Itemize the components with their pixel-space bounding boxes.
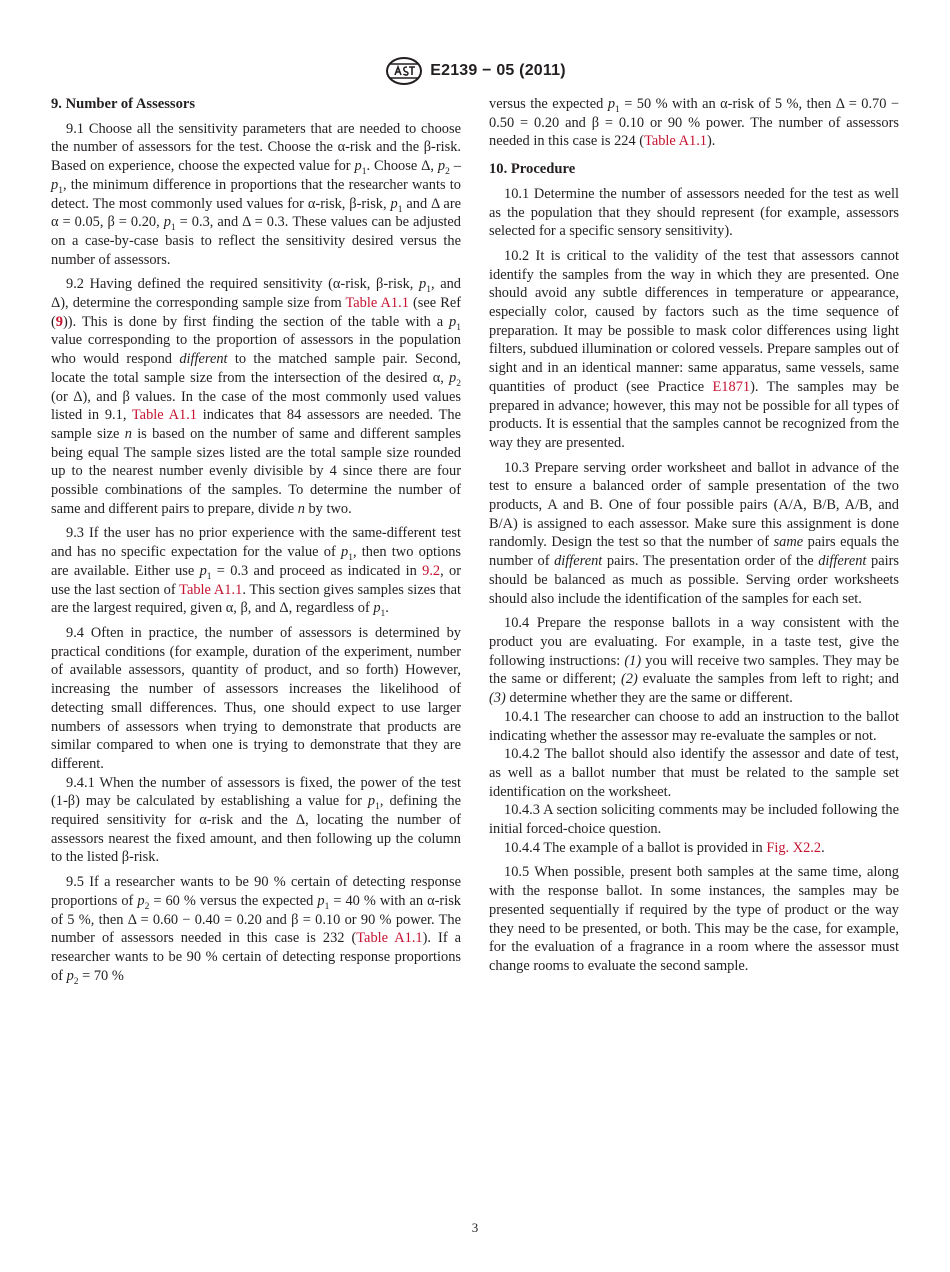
table-a1-1-link[interactable]: Table A1.1 [131, 407, 197, 424]
page-number: 3 [471, 1220, 479, 1235]
paragraph-10-2: 10.2 It is critical to the validity of the test that assessors cannot identify the samples from the way in which they are presented. One should avoid any subtle differences in temperature or appearance, especially color, caused by factors such as the time sequence of preparation. It may be possible to mask color differences using light filters, subdued illumination or colored vessels. Prepare samples out of sight and in an identical manner: same apparatus, same vessels, same quantities of product (see Practice E1871). The samples may be prepared in advance; however, this may not be possible for all types of products. It is essential that the samples cannot be recognized from the way they are presented. [489, 247, 899, 451]
reference-9-link[interactable]: 9 [55, 313, 63, 330]
paragraph-10-4-3: 10.4.3 A section soliciting comments may be included following the initial forced-choice question. [489, 802, 899, 838]
table-a1-1-link[interactable]: Table A1.1 [644, 133, 707, 150]
paragraph-10-1: 10.1 Determine the number of assessors needed for the test as well as the population that they should represent (for example, assessors selected for a specific sensory sensitivity). [489, 185, 899, 240]
paragraph-10-4-2: 10.4.2 The ballot should also identify the assessor and date of test, as well as a ballot number that must be related to the sample set identification on the worksheet. [489, 746, 899, 800]
table-a1-1-link[interactable]: Table A1.1 [356, 930, 423, 947]
paragraph-9-5-continued: versus the expected $p_1 = 50$ % with an α-risk of 5 %, then Δ = 0.70 − 0.50 = 0.20 and β = 0.10 or 90 % power. The number of assessors needed in this case is 224 (Table A1.1). [489, 96, 899, 150]
astm-logo-icon [384, 56, 424, 86]
section-9-heading: 9. Number of Assessors [51, 96, 196, 112]
page-header [0, 56, 950, 86]
fig-x2-2-link[interactable]: Fig. X2.2 [766, 839, 822, 856]
left-column [51, 95, 461, 991]
paragraph-10-5: 10.5 When possible, present both samples at the same time, along with the response ballot. In some instances, the samples may be presented sequentially if required by the type of product or the way they need to be presented, or both. This may be the case, for example, for the evaluation of a fragrance in a room where the assessor must change rooms to evaluate the second sample. [489, 864, 899, 974]
paragraph-9-1: 9.1 Choose all the sensitivity parameters that are needed to choose the number of assessors for the test. Choose the α-risk and the β-risk. Based on experience, choose the expected value for $p_1$. Choose Δ, $p_2 - p_1$, the minimum difference in proportions that the researcher wants to detect. The most commonly used values for α-risk, β-risk, $p_1$ and Δ are α = 0.05, β = 0.20, $p_1 = 0.3$, and Δ = 0.3. These values can be adjusted on a case-by-case basis to reflect the sensitivity desired versus the number of assessors. [51, 120, 462, 268]
section-10-heading: 10. Procedure [489, 161, 576, 178]
table-a1-1-link[interactable]: Table A1.1 [345, 295, 409, 312]
standard-designation: E2139 − 05 (2011) [430, 61, 566, 79]
paragraph-9-3: 9.3 If the user has no prior experience with the same-different test and has no specific expectation for the value of $p_1$, then two options are available. Either use $p_1 = 0.3$ and proceed as indicated in 9.2, or use the last section of Table A1.1. This section gives samples sizes that are the largest required, given α, β, and Δ, regardless of $p_1$. [51, 525, 462, 620]
paragraph-9-4: 9.4 Often in practice, the number of assessors is determined by practical conditions (for example, duration of the experiment, number of available assessors, quantity of product, and so forth) However, increasing the number of assessors increases the likelihood of detecting small differences. Thus, one should expect to use larger numbers of assessors when trying to demonstrate that products are similar compared to when one is trying to demonstrate that they are different. [51, 624, 461, 772]
right-column [489, 95, 899, 982]
practice-e1871-link[interactable]: E1871 [712, 378, 751, 395]
paragraph-10-4: 10.4 Prepare the response ballots in a way consistent with the product you are evaluating. For example, in a taste test, give the following instructions: (1) you will receive two samples. They may be the same or different; (2) evaluate the samples from left to right; and (3) determine whether they are the same or different. [489, 615, 899, 707]
paragraph-9-4-1: 9.4.1 When the number of assessors is fixed, the power of the test (1-β) may be calculated by establishing a value for $p_1$, defining the required sensitivity for α-risk and the Δ, locating the number of assessors nearest the fixed amount, and then following up the column to the listed β-risk. [51, 774, 461, 866]
table-a1-1-link[interactable]: Table A1.1 [179, 581, 243, 598]
paragraph-10-4-1: 10.4.1 The researcher can choose to add an instruction to the ballot indicating whether the assessor may re-evaluate the samples or not. [489, 708, 899, 744]
paragraph-9-5: 9.5 If a researcher wants to be 90 % certain of detecting response proportions of $p_2 = 60$ % versus the expected $p_1 = 40$ % with an α-risk of 5 %, then Δ = 0.60 − 0.40 = 0.20 and β = 0.10 or 90 % power. The number of assessors needed in this case is 232 (Table A1.1). If a researcher wants to be 90 % certain of detecting response proportions of $p_2 = 70$ % [51, 874, 462, 987]
paragraph-9-2: 9.2 Having defined the required sensitivity (α-risk, β-risk, $p_1$, and Δ), determine the corresponding sample size from Table A1.1 (see Ref (9)). This is done by first finding the section of the table with a $p_1$ value corresponding to the proportion of assessors in the population who would respond different to the matched sample pair. Second, locate the total sample size from the intersection of the desired α, $p_2$ (or Δ), and β values. In the case of the most commonly used values listed in 9.1, Table A1.1 indicates that 84 assessors are needed. The sample size n is based on the number of same and different samples being equal The sample sizes listed are the total sample size rounded up to the nearest number evenly divisible by 4 since there are four possible combinations of the samples. To determine the number of same and different pairs to prepare, divide n by two. [51, 276, 462, 517]
paragraph-10-3: 10.3 Prepare serving order worksheet and ballot in advance of the test to ensure a balanced order of sample presentation of the two products, A and B. One of four possible pairs (A/A, B/B, A/B, and B/A) is assigned to each assessor. Make sure this assignment is done randomly. Design the test so that the number of same pairs equals the number of different pairs. The presentation order of the different pairs should be balanced as much as possible. Serving order worksheets should also include the identification of the samples for each set. [489, 459, 899, 607]
section-9-2-link[interactable]: 9.2 [422, 562, 441, 579]
paragraph-10-4-4: 10.4.4 The example of a ballot is provided in Fig. X2.2. [504, 839, 825, 856]
